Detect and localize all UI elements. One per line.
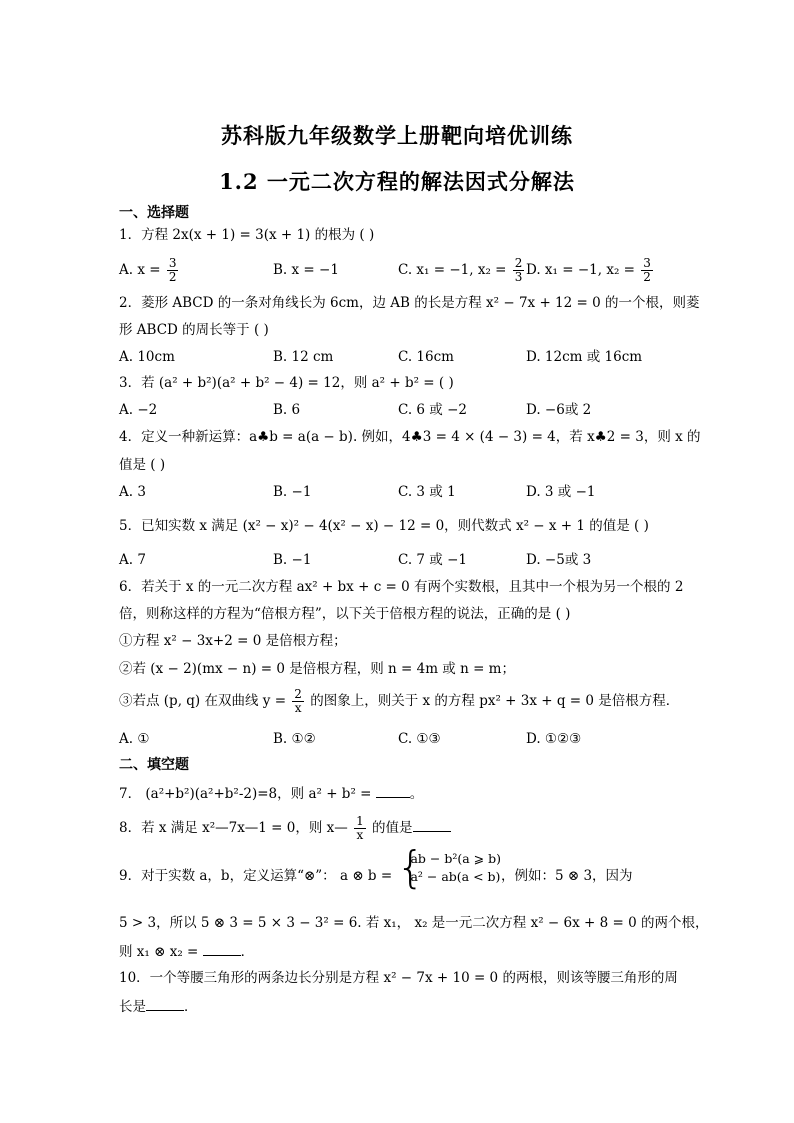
answer-blank-8[interactable] [413,817,451,832]
question-4-stem-line2: 值是 ( ) [119,457,166,473]
question-6-statement-1: ①方程 x² − 3x+2 = 0 是倍根方程； [119,633,347,649]
question-2-option-d: D. 12cm 或 16cm [526,349,643,365]
question-9-line3: 则 x₁ ⊗ x₂ = ． [119,941,254,962]
question-6-statement-2: ②若 (x − 2)(mx − n) = 0 是倍根方程，则 n = 4m 或 n = m； [119,661,515,677]
question-2-option-c: C. 16cm [398,349,454,365]
worksheet-subtitle: 1.2 一元二次方程的解法因式分解法 [219,169,575,194]
question-4-option-b: B. −1 [273,484,312,500]
question-6-option-d: D. ①②③ [526,731,582,747]
question-10-line1: 10．一个等腰三角形的两条边长分别是方程 x² − 7x + 10 = 0 的两根，则该等腰三角形的周 [119,970,678,986]
question-5-stem: 5．已知实数 x 满足 (x² − x)² − 4(x² − x) − 12 = 0，则代数式 x² − x + 1 的值是 ( ) [119,518,649,534]
question-6-option-b: B. ①② [273,731,316,747]
question-1-option-b: B. x = −1 [273,262,339,278]
question-1-option-c: C. x₁ = −1, x₂ = $\frac{2}{3}$ [398,256,523,284]
question-5-option-c: C. 7 或 −1 [398,552,468,568]
question-2-option-a: A. 10cm [119,349,175,365]
question-6-stem-line1: 6．若关于 x 的一元二次方程 ax² + bx + c = 0 有两个实数根，且其中一个根为另一个根的 2 [119,579,684,595]
question-1-stem: 1．方程 2x(x + 1) = 3(x + 1) 的根为 ( ) [119,227,375,243]
question-2-option-b: B. 12 cm [273,349,334,365]
question-1-option-a: A. x = $\frac{3}{2}$ [119,256,177,284]
question-6-option-a: A. ① [119,731,150,747]
question-4-option-c: C. 3 或 1 [398,484,456,500]
question-5-option-a: A. 7 [119,552,146,568]
answer-blank-7[interactable] [376,783,410,798]
brace-symbol: { [396,841,425,893]
question-8: 8．若 x 满足 x²—7x—1 = 0，则 x— $\frac{1}{x}$ 的值是 [119,815,451,842]
question-6-statement-3: ③若点 (p, q) 在双曲线 y = $\frac{2}{x}$ 的图象上，则关于 x 的方程 px² + 3x + q = 0 是倍根方程． [119,687,680,715]
question-4-option-d: D. 3 或 −1 [526,484,596,500]
question-4-option-a: A. 3 [119,484,146,500]
worksheet-title: 苏科版九年级数学上册靶向培优训练 [221,123,573,148]
answer-blank-9[interactable] [203,941,241,956]
section-heading-fill: 二、填空题 [119,757,189,773]
question-2-stem-line1: 2．菱形 ABCD 的一条对角线长为 6cm，边 AB 的长是方程 x² − 7x + 12 = 0 的一个根，则菱 [119,295,700,311]
question-3-option-d: D. −6或 2 [526,402,592,418]
question-2-stem-line2: 形 ABCD 的周长等于 ( ) [119,322,269,338]
question-3-option-b: B. 6 [273,402,301,418]
question-6-option-c: C. ①③ [398,731,441,747]
question-3-option-a: A. −2 [119,402,158,418]
question-6-stem-line2: 倍，则称这样的方程为“倍根方程”，以下关于倍根方程的说法，正确的是 ( ) [119,606,571,622]
question-5-option-d: D. −5或 3 [526,552,592,568]
question-3-option-c: C. 6 或 −2 [398,402,468,418]
question-9-line1: 9．对于实数 a，b，定义运算“⊗”： a ⊗ b = { ab − b²(a ⩾ b) a² − ab(a < b) ，例如：5 ⊗ 3，因为 [119,841,633,893]
question-10-line2: 长是 ． [119,996,198,1017]
question-5-option-b: B. −1 [273,552,312,568]
question-1-option-d: D. x₁ = −1, x₂ = $\frac{3}{2}$ [526,256,651,284]
section-heading-choice: 一、选择题 [119,205,189,221]
question-3-stem: 3．若 (a² + b²)(a² + b² − 4) = 12，则 a² + b² = ( ) [119,375,454,391]
question-7: 7． (a²+b²)(a²+b²-2)=8，则 a² + b² = 。 [119,783,423,804]
question-9-line2: 5 > 3，所以 5 ⊗ 3 = 5 × 3 − 3² = 6. 若 x₁， x₂ 是一元二次方程 x² − 6x + 8 = 0 的两个根， [119,915,709,931]
answer-blank-10[interactable] [146,996,184,1011]
question-4-stem-line1: 4．定义一种新运算：a♣b = a(a − b). 例如，4♣3 = 4 × (4 − 3) = 4，若 x♣2 = 3，则 x 的 [119,429,701,445]
